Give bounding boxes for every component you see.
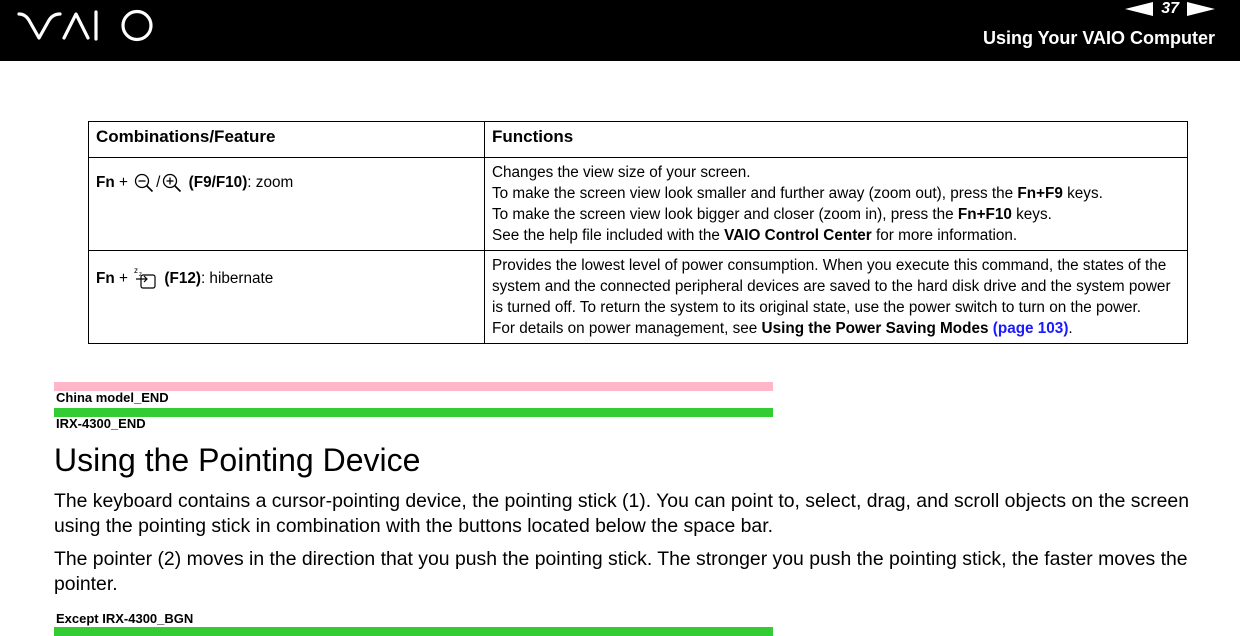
- icon-separator: /: [156, 174, 161, 191]
- vaio-logo: [16, 8, 158, 44]
- function-keys: (F9/F10): [188, 174, 248, 191]
- column-header: Functions: [485, 122, 1188, 158]
- function-text: Provides the lowest level of power consumption. When you execute this command, the states of the system and the connected peripheral devices are saved to the hard disk drive and the system power is turned off. To return the system to its original state, use the power switch to turn on the power.: [492, 257, 1171, 316]
- irx-4300-end-bar: [54, 408, 773, 417]
- except-irx-4300-bgn-label: Except IRX-4300_BGN: [56, 611, 194, 626]
- feature-name: : zoom: [247, 174, 294, 191]
- plus-sign: +: [118, 270, 128, 287]
- zoom-in-icon: [162, 173, 182, 193]
- zoom-out-icon: [134, 173, 154, 193]
- section-heading: Using the Pointing Device: [54, 442, 421, 478]
- table-header-row: [89, 122, 1188, 158]
- feature-cell: [89, 251, 485, 344]
- body-paragraph: The keyboard contains a cursor-pointing device, the pointing stick (1). You can point to, select, drag, and scroll objects on the screen using the pointing stick in combination with the buttons located below the space bar.: [54, 490, 1190, 537]
- next-page-icon[interactable]: [1187, 2, 1215, 16]
- feature-cell: [89, 158, 485, 251]
- function-keys: (F12): [164, 270, 201, 287]
- hibernate-icon: [134, 265, 158, 289]
- plus-sign: +: [118, 174, 128, 191]
- column-header: Combinations/Feature: [89, 122, 485, 158]
- function-line: To make the screen view look bigger and closer (zoom in), press the Fn+F10 keys.: [492, 206, 1052, 223]
- fn-key: Fn: [96, 174, 115, 191]
- svg-text:z: z: [139, 272, 143, 278]
- china-model-end-label: China model_END: [56, 390, 169, 405]
- except-irx-4300-bgn-bar: [54, 627, 773, 636]
- function-line: For details on power management, see Using the Power Saving Modes (page 103).: [492, 320, 1073, 337]
- feature-table: [88, 121, 1188, 344]
- irx-4300-end-label: IRX-4300_END: [56, 416, 146, 431]
- page-navigation: [1125, 0, 1215, 18]
- body-paragraph: The pointer (2) moves in the direction that you push the pointing stick. The stronger you push the pointing stick, the faster moves the pointer.: [54, 548, 1188, 595]
- table-row: [89, 251, 1188, 344]
- function-cell: [485, 158, 1188, 251]
- page-link[interactable]: (page 103): [992, 320, 1069, 337]
- svg-text:z: z: [134, 266, 139, 275]
- feature-name: : hibernate: [200, 270, 274, 287]
- function-line: Changes the view size of your screen.: [492, 164, 751, 181]
- page-number: 37: [1161, 0, 1179, 17]
- section-title: Using Your VAIO Computer: [982, 28, 1215, 48]
- function-line: To make the screen view look smaller and further away (zoom out), press the Fn+F9 keys.: [492, 185, 1103, 202]
- previous-page-icon[interactable]: [1125, 2, 1153, 16]
- function-line: See the help file included with the VAIO Control Center for more information.: [492, 227, 1018, 244]
- table-row: [89, 158, 1188, 251]
- function-cell: [485, 251, 1188, 344]
- fn-key: Fn: [96, 270, 115, 287]
- page-header: [0, 0, 1240, 61]
